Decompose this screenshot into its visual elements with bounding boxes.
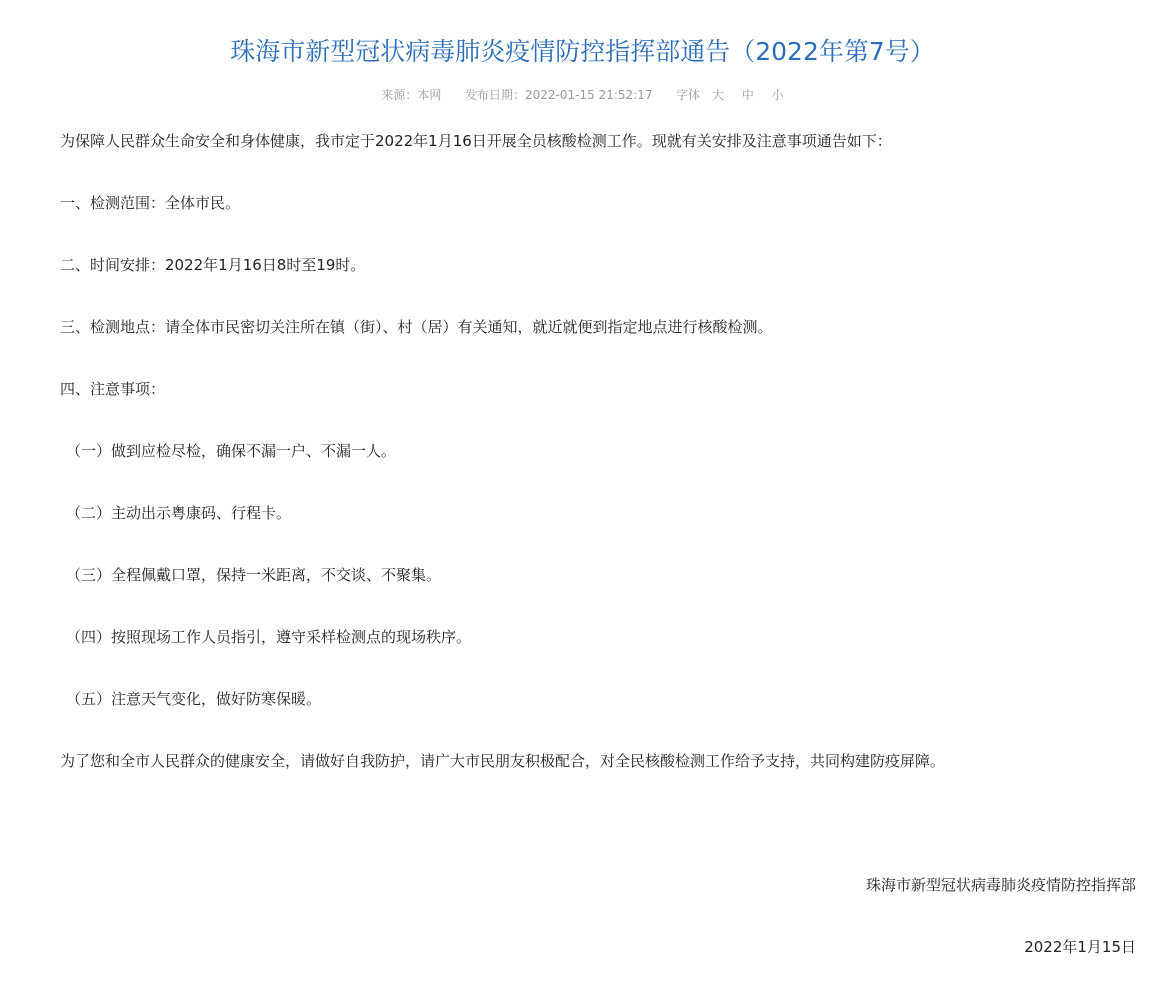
schedule-paragraph: 二、时间安排：2022年1月16日8时至19时。 [60,256,366,274]
location-paragraph: 三、检测地点：请全体市民密切关注所在镇（街）、村（居）有关通知，就近就便到指定地点进行核酸检测。 [60,318,773,336]
font-size-medium-button[interactable]: 中 [741,88,754,102]
signature: 珠海市新型冠状病毒肺炎疫情防控指挥部 [865,876,1136,894]
font-size-label: 字体 [676,88,701,102]
note-item: （四）按照现场工作人员指引，遵守采样检测点的现场秩序。 [66,628,472,646]
note-item: （二）主动出示粤康码、行程卡。 [66,504,292,522]
article-body [60,130,1136,812]
scope-paragraph: 一、检测范围：全体市民。 [60,194,241,212]
closing-paragraph: 为了您和全市人民群众的健康安全，请做好自我防护，请广大市民朋友积极配合，对全民核酸检测工作给予支持，共同构建防疫屏障。 [60,752,946,770]
article-title: 珠海市新型冠状病毒肺炎疫情防控指挥部通告（2022年第7号） [230,37,935,66]
signature-date: 2022年1月15日 [1024,938,1136,956]
note-item: （五）注意天气变化，做好防寒保暖。 [66,690,322,708]
intro-paragraph: 为保障人民群众生命安全和身体健康，我市定于2022年1月16日开展全员核酸检测工作。现就有关安排及注意事项通告如下： [60,132,892,150]
font-size-large-button[interactable]: 大 [711,88,724,102]
article-meta [0,86,1165,104]
publish-date-value: 2022-01-15 21:52:17 [525,88,653,102]
source-label: 来源： [381,88,418,102]
publish-date-label: 发布日期： [465,88,526,102]
note-item: （一）做到应检尽检，确保不漏一户、不漏一人。 [66,442,397,460]
note-item: （三）全程佩戴口罩，保持一米距离，不交谈、不聚集。 [66,566,442,584]
font-size-small-button[interactable]: 小 [771,88,784,102]
notes-heading: 四、注意事项： [60,380,166,398]
source-value: 本网 [417,88,442,102]
